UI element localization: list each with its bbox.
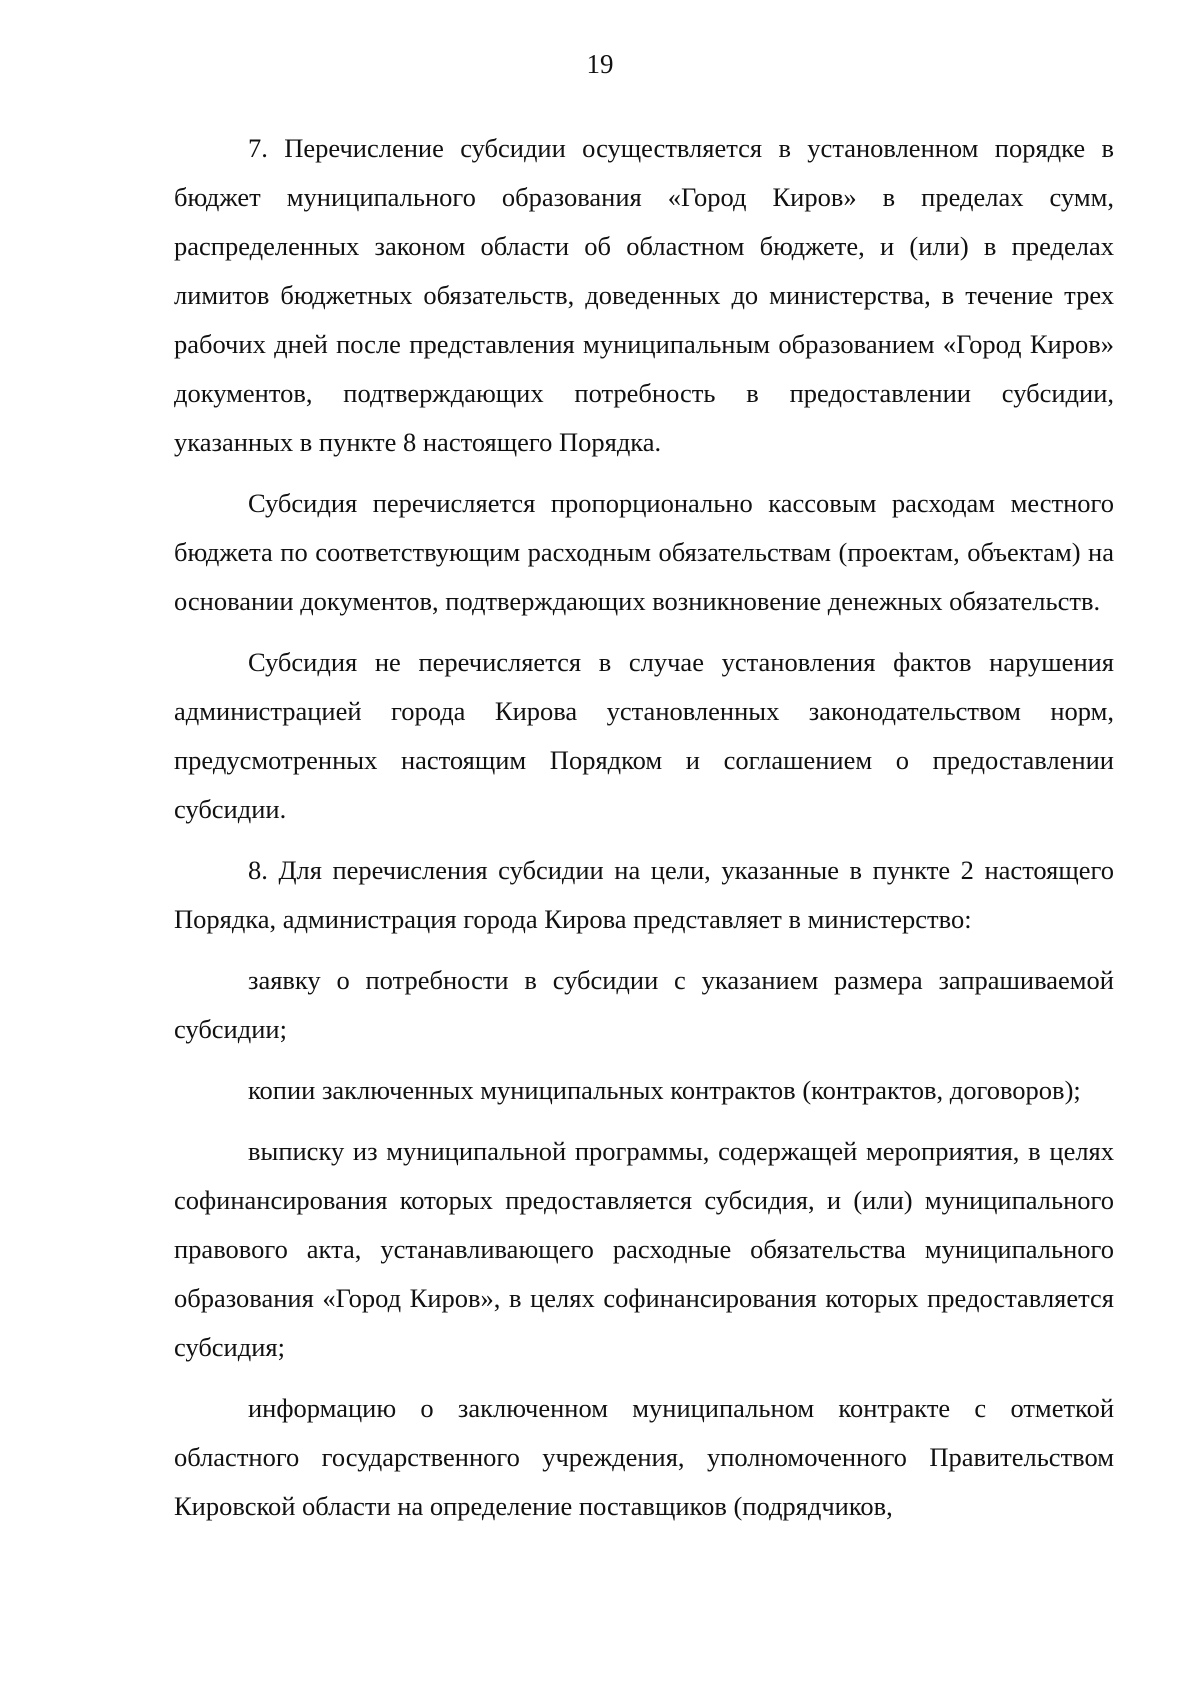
- document-body: [174, 124, 1114, 1543]
- paragraph-proportional-transfer: Субсидия перечисляется пропорционально кассовым расходам местного бюджета по соответствующим расходным обязательствам (проектам, объектам) на основании документов, подтверждающих возникновение денежных обязательств.: [174, 488, 1114, 616]
- list-item-contract-info: информацию о заключенном муниципальном контракте с отметкой областного государственного учреждения, уполномоченного Правительством Кировской области на определение поставщиков (подрядчиков,: [174, 1393, 1114, 1521]
- page-number: 19: [586, 49, 614, 79]
- paragraph-8-documents: 8. Для перечисления субсидии на цели, указанные в пункте 2 настоящего Порядка, администрация города Кирова представляет в министерство:: [174, 855, 1114, 934]
- paragraph-7-transfer: 7. Перечисление субсидии осуществляется в установленном порядке в бюджет муниципального образования «Город Киров» в пределах сумм, распределенных законом области об областном бюджете, и (или) в пределах лимитов бюджетных обязательств, доведенных до министерства, в течение трех рабочих дней после представления муниципальным образованием «Город Киров» документов, подтверждающих потребность в предоставлении субсидии, указанных в пункте 8 настоящего Порядка.: [174, 133, 1114, 457]
- list-item-application: заявку о потребности в субсидии с указанием размера запрашиваемой субсидии;: [174, 965, 1114, 1044]
- list-item-contract-copies: копии заключенных муниципальных контрактов (контрактов, договоров);: [248, 1075, 1081, 1105]
- list-item-program-extract: выписку из муниципальной программы, содержащей мероприятия, в целях софинансирования которых предоставляется субсидия, и (или) муниципального правового акта, устанавливающего расходные обязательства муниципального образования «Город Киров», в целях софинансирования которых предоставляется субсидия;: [174, 1136, 1114, 1362]
- paragraph-no-transfer: Субсидия не перечисляется в случае установления фактов нарушения администрацией города Кирова установленных законодательством норм, предусмотренных настоящим Порядком и соглашением о предоставлении субсидии.: [174, 647, 1114, 824]
